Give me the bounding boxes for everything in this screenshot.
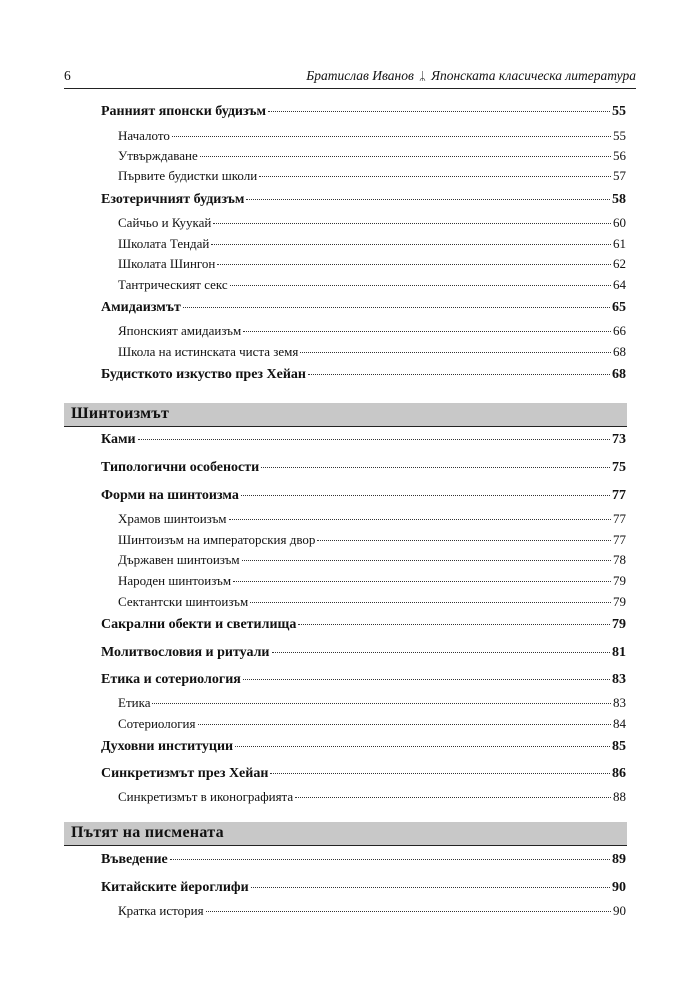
toc-subentry[interactable] xyxy=(118,277,626,293)
toc-entry-page: 88 xyxy=(613,789,626,804)
toc-entry-label: Ранният японски будизъм xyxy=(101,104,267,119)
header-author: Братислав Иванов xyxy=(306,68,414,83)
toc-entry-label: Етика xyxy=(118,695,151,710)
dot-leader xyxy=(243,679,610,680)
toc-entry[interactable] xyxy=(101,852,626,868)
toc-entry-label: Сектантски шинтоизъм xyxy=(118,594,249,609)
toc-entry[interactable] xyxy=(101,617,626,633)
toc-entry-page: 77 xyxy=(613,532,626,547)
toc-entry-label: Утвърждаване xyxy=(118,148,198,163)
toc-entry-label: Форми на шинтоизма xyxy=(101,488,239,503)
running-header xyxy=(64,66,636,89)
dot-leader xyxy=(206,911,611,912)
toc-subentry[interactable] xyxy=(118,552,626,568)
toc-entry-page: 89 xyxy=(612,852,626,867)
toc-entry-page: 79 xyxy=(613,573,626,588)
dot-leader xyxy=(259,176,611,177)
dot-leader xyxy=(235,746,610,747)
toc-entry-page: 56 xyxy=(613,148,626,163)
toc-entry-label: Духовни институции xyxy=(101,739,234,754)
toc-subentry[interactable] xyxy=(118,128,626,144)
toc-entry-label: Ками xyxy=(101,432,136,447)
running-title xyxy=(306,68,636,84)
toc-entry-label: Началото xyxy=(118,128,170,143)
toc-subentry[interactable] xyxy=(118,323,626,339)
dot-leader xyxy=(250,602,611,603)
dot-leader xyxy=(242,560,611,561)
toc-entry-page: 61 xyxy=(613,236,626,251)
dot-leader xyxy=(261,467,610,468)
dot-leader xyxy=(138,439,610,440)
toc-entry-label: Амидаизмът xyxy=(101,300,181,315)
toc-entry-label: Шинтоизъм на императорския двор xyxy=(118,532,316,547)
toc-entry-page: 73 xyxy=(612,432,626,447)
toc-entry[interactable] xyxy=(101,645,626,661)
toc-subentry[interactable] xyxy=(118,532,626,548)
dot-leader xyxy=(198,724,612,725)
toc-entry-page: 78 xyxy=(613,552,626,567)
toc-entry[interactable] xyxy=(101,460,626,476)
dot-leader xyxy=(251,887,610,888)
toc-entry-page: 57 xyxy=(613,168,626,183)
toc-entry-page: 86 xyxy=(612,766,626,781)
dot-leader xyxy=(246,199,610,200)
toc-entry-page: 75 xyxy=(612,460,626,475)
toc-entry-page: 83 xyxy=(612,672,626,687)
toc-entry-label: Синкретизмът през Хейан xyxy=(101,766,269,781)
dot-leader xyxy=(230,285,611,286)
toc-entry-page: 90 xyxy=(613,903,626,918)
toc-entry-page: 58 xyxy=(612,192,626,207)
toc-subentry[interactable] xyxy=(118,695,626,711)
toc-entry-page: 79 xyxy=(612,617,626,632)
toc-entry-page: 84 xyxy=(613,716,626,731)
toc-entry-page: 85 xyxy=(612,739,626,754)
dot-leader xyxy=(298,624,610,625)
toc-entry-label: Езотеричният будизъм xyxy=(101,192,245,207)
toc-subentry[interactable] xyxy=(118,511,626,527)
toc-entry-label: Храмов шинтоизъм xyxy=(118,511,227,526)
toc-entry-page: 65 xyxy=(612,300,626,315)
header-separator-glyph: ᛦ xyxy=(418,69,427,83)
toc-subentry[interactable] xyxy=(118,148,626,164)
toc-entry-label: Сайчьо и Куукай xyxy=(118,215,212,230)
toc-entry[interactable] xyxy=(101,766,626,782)
toc-entry-page: 60 xyxy=(613,215,626,230)
toc-entry[interactable] xyxy=(101,104,626,120)
toc-subentry[interactable] xyxy=(118,168,626,184)
dot-leader xyxy=(200,156,611,157)
toc-entry-label: Етика и сотериология xyxy=(101,672,241,687)
toc-entry[interactable] xyxy=(101,739,626,755)
dot-leader xyxy=(243,331,611,332)
dot-leader xyxy=(268,111,610,112)
section-rule xyxy=(64,426,627,427)
toc-entry-label: Държавен шинтоизъм xyxy=(118,552,240,567)
toc-entry-label: Народен шинтоизъм xyxy=(118,573,232,588)
toc-entry-label: Будисткото изкуство през Хейан xyxy=(101,367,306,382)
toc-entry-label: Школата Тендай xyxy=(118,236,210,251)
dot-leader xyxy=(272,652,611,653)
toc-entry-label: Първите будистки школи xyxy=(118,168,258,183)
toc-entry-page: 79 xyxy=(613,594,626,609)
toc-entry-page: 68 xyxy=(612,367,626,382)
toc-subentry[interactable] xyxy=(118,256,626,272)
toc-subentry[interactable] xyxy=(118,716,626,732)
dot-leader xyxy=(183,307,610,308)
toc-entry-label: Китайските йероглифи xyxy=(101,880,249,895)
header-book-title: Японската класическа литература xyxy=(431,68,636,83)
dot-leader xyxy=(170,859,610,860)
toc-entry[interactable] xyxy=(101,432,626,448)
dot-leader xyxy=(211,244,611,245)
toc-entry-label: Японският амидаизъм xyxy=(118,323,242,338)
toc-entry[interactable] xyxy=(101,367,626,383)
dot-leader xyxy=(213,223,611,224)
dot-leader xyxy=(241,495,610,496)
toc-entry-page: 77 xyxy=(612,488,626,503)
toc-entry-label: Въведение xyxy=(101,852,168,867)
dot-leader xyxy=(308,374,610,375)
dot-leader xyxy=(229,519,611,520)
page-number: 6 xyxy=(64,68,71,83)
toc-entry-label: Школа на истинската чиста земя xyxy=(118,344,299,359)
toc-entry-page: 83 xyxy=(613,695,626,710)
dot-leader xyxy=(270,773,610,774)
toc-entry[interactable] xyxy=(101,300,626,316)
toc-entry-label: Тантрическият секс xyxy=(118,277,228,292)
toc-subentry[interactable] xyxy=(118,789,626,805)
toc-entry-label: Молитвословия и ритуали xyxy=(101,645,270,660)
toc-subentry[interactable] xyxy=(118,344,626,360)
toc-entry-page: 66 xyxy=(613,323,626,338)
section-rule xyxy=(64,845,627,846)
toc-entry[interactable] xyxy=(101,672,626,688)
toc-entry-label: Типологични особености xyxy=(101,460,260,475)
toc-entry-page: 68 xyxy=(613,344,626,359)
dot-leader xyxy=(300,352,611,353)
toc-subentry[interactable] xyxy=(118,903,626,919)
toc-entry[interactable] xyxy=(101,488,626,504)
toc-entry-page: 62 xyxy=(613,256,626,271)
toc-entry-label: Сотериология xyxy=(118,716,196,731)
toc-entry-page: 55 xyxy=(612,104,626,119)
dot-leader xyxy=(172,136,611,137)
toc-entry-page: 77 xyxy=(613,511,626,526)
toc-entry-page: 81 xyxy=(612,645,626,660)
toc-entry-label: Синкретизмът в иконографията xyxy=(118,789,294,804)
toc-subentry[interactable] xyxy=(118,236,626,252)
section-heading-shinto: Шинтоизмът xyxy=(64,403,627,426)
toc-entry[interactable] xyxy=(101,880,626,896)
toc-subentry[interactable] xyxy=(118,594,626,610)
dot-leader xyxy=(295,797,611,798)
toc-entry-page: 90 xyxy=(612,880,626,895)
toc-entry-label: Сакрални обекти и светилища xyxy=(101,617,297,632)
toc-entry-page: 55 xyxy=(613,128,626,143)
toc-subentry[interactable] xyxy=(118,215,626,231)
dot-leader xyxy=(217,264,611,265)
dot-leader xyxy=(152,703,611,704)
toc-subentry[interactable] xyxy=(118,573,626,589)
toc-entry[interactable] xyxy=(101,192,626,208)
toc-entry-page: 64 xyxy=(613,277,626,292)
toc-entry-label: Кратка история xyxy=(118,903,204,918)
toc-entry-label: Школата Шингон xyxy=(118,256,216,271)
dot-leader xyxy=(233,581,611,582)
section-heading-writing: Пътят на писмената xyxy=(64,822,627,845)
dot-leader xyxy=(317,540,611,541)
